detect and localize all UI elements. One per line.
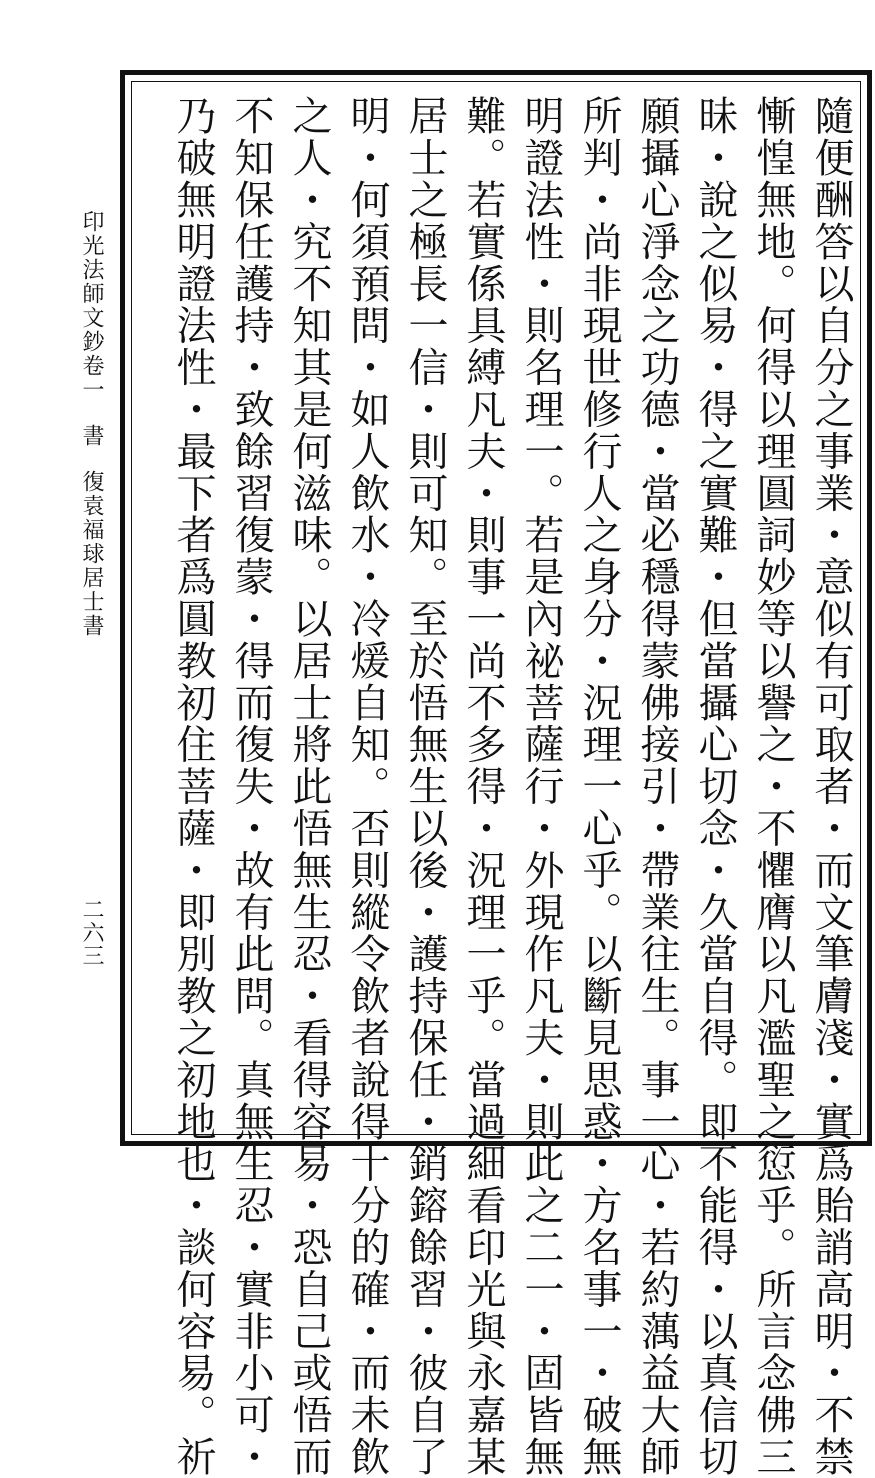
body-text bbox=[135, 95, 860, 1478]
book-title: 印光法師文鈔卷一 bbox=[79, 210, 104, 402]
running-header bbox=[76, 210, 107, 638]
text-column-10: 之人・究不知其是何滋味。以居士將此悟無生忍・看得容易・恐自己或悟而 bbox=[286, 95, 332, 1478]
text-column-7: 難。若實係具縛凡夫・則事一尚不多得・況理一乎。當過細看印光與永嘉某 bbox=[460, 95, 506, 1478]
text-column-6: 明證法性・則名理一。若是內祕菩薩行・外現作凡夫・則此之二一・固皆無 bbox=[518, 95, 564, 1478]
text-column-2: 慚惶無地。何得以理圓詞妙等以譽之・不懼膺以凡濫聖之愆乎。所言念佛三 bbox=[750, 95, 796, 1478]
text-column-1: 隨便酬答以自分之事業・意似有可取者・而文筆膚淺・實爲貽誚高明・不禁 bbox=[808, 95, 854, 1478]
text-column-4: 願攝心淨念之功德・當必穩得蒙佛接引・帶業往生。事一心・若約蕅益大師 bbox=[634, 95, 680, 1478]
text-column-3: 昧・說之似易・得之實難・但當攝心切念・久當自得。即不能得・以真信切 bbox=[692, 95, 738, 1478]
text-column-5: 所判・尚非現世修行人之身分・況理一心乎。以斷見思惑・方名事一・破無 bbox=[576, 95, 622, 1478]
text-column-11: 不知保任護持・致餘習復蒙・得而復失・故有此問。真無生忍・實非小可・ bbox=[228, 95, 274, 1478]
letter-title: 復袁福球居士書 bbox=[79, 470, 104, 638]
section-label: 書 bbox=[79, 424, 104, 448]
text-column-9: 明・何須預問・如人飲水・冷煖自知。否則縱令飲者說得十分的確・而未飲 bbox=[344, 95, 390, 1478]
page-number: 二六三 bbox=[79, 898, 104, 967]
text-column-8: 居士之極長一信・則可知。至於悟無生以後・護持保任・銷鎔餘習・彼自了 bbox=[402, 95, 448, 1478]
text-column-12: 乃破無明證法性・最下者爲圓教初住菩薩・即別教之初地也・談何容易。祈 bbox=[170, 95, 216, 1478]
